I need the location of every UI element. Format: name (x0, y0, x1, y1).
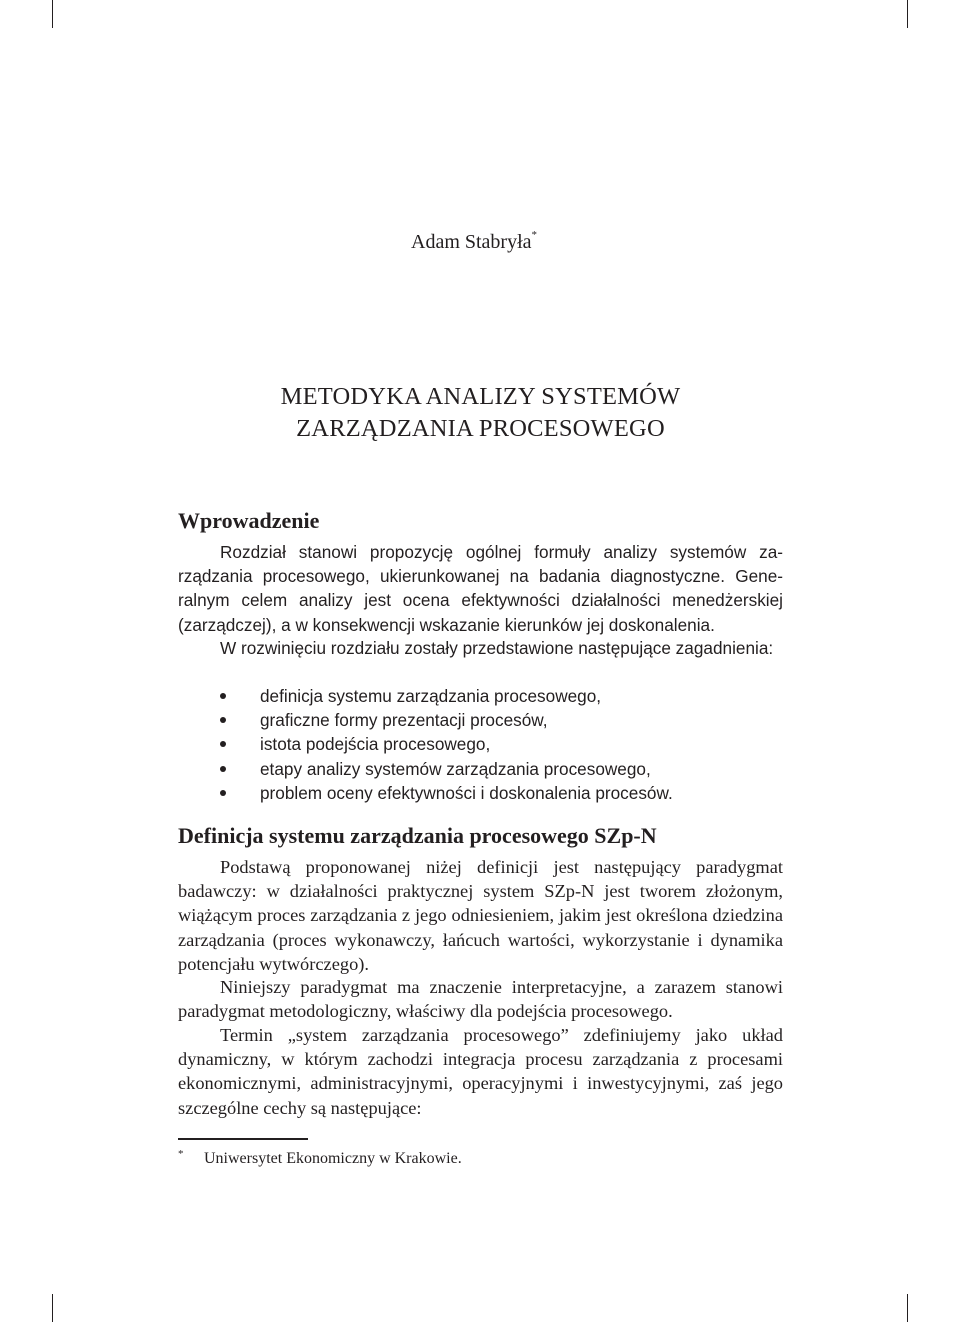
bullet-icon (220, 790, 226, 796)
list-item-text: istota podejścia procesowego, (260, 734, 491, 755)
list-item (178, 757, 783, 781)
crop-mark-top-right (907, 0, 908, 28)
section-heading-intro: Wprowadzenie (178, 508, 320, 533)
bullet-icon (220, 717, 226, 723)
topics-list (178, 684, 783, 805)
chapter-title-line-2: ZARZĄDZANIA PROCESOWEGO (296, 415, 665, 442)
definition-paragraph-3: Termin „system zarządzania procesowego” zdefiniujemy jako układ dynamiczny, w którym zachodzi integracja procesu zarządzania z procesami ekonomicznymi, administracyjnymi, operacyjnymi i inwestycyjnymi, zaś jego szczególne cechy są następujące: (178, 1025, 783, 1118)
author-line (411, 231, 711, 254)
crop-mark-top-left (52, 0, 53, 28)
chapter-title (178, 381, 783, 445)
list-item-text: definicja systemu zarządzania procesowego, (260, 686, 602, 706)
footnote-mark: * (178, 1148, 184, 1160)
list-item (178, 732, 783, 756)
list-item (178, 684, 783, 708)
definition-paragraph-2: Niniejszy paradygmat ma znaczenie interpretacyjne, a zarazem stanowi paradygmat metodologiczny, właściwy dla podejścia procesowego. (178, 977, 783, 1022)
list-item-text: graficzne formy prezentacji procesów, (260, 710, 548, 731)
list-item-text: problem oceny efektywności i doskonalenia procesów. (260, 782, 673, 803)
list-item-text: etapy analizy systemów zarządzania procesowego, (260, 758, 651, 779)
list-item (178, 708, 783, 732)
definition-paragraph-1: Podstawą proponowanej niżej definicji jest następujący paradygmat badawczy: w działalności praktycznej system SZp-N jest tworem złożonym, wiążącym proces zarządzania z jego odniesieniem, jakim jest określona dziedzina zarządzania (proces wykonawczy, łańcuch wartości, wykorzystanie i dynamika potencjału wytwórczego). (178, 857, 783, 974)
author-name: Adam Stabryła (411, 231, 532, 253)
footnote-text: Uniwersytet Ekonomiczny w Krakowie. (204, 1150, 462, 1167)
bullet-icon (220, 766, 226, 772)
footnote (178, 1150, 462, 1168)
footnote-divider (178, 1138, 308, 1140)
crop-mark-bottom-left (52, 1294, 53, 1322)
bullet-icon (220, 693, 226, 699)
intro-paragraph-2: W rozwinięciu rozdziału zostały przedstawione następujące zagadnienia: (220, 638, 774, 658)
chapter-title-line-1: METODYKA ANALIZY SYSTEMÓW (280, 383, 681, 410)
section-heading-definition: Definicja systemu zarządzania procesowego SZp-N (178, 823, 657, 848)
author-footnote-mark[interactable]: * (531, 229, 538, 242)
list-item (178, 781, 783, 805)
intro-paragraph-1: Rozdział stanowi propozycję ogólnej formuły analizy systemów zarządzania procesowego, ukierunkowanej na badania diagnostyczne. Generalnym celem analizy jest ocena efektywności działalności menedżerskiej (zarządczej), a w konsekwencji wskazanie kierunków jej doskonalenia. (178, 542, 783, 635)
bullet-icon (220, 741, 226, 747)
crop-mark-bottom-right (907, 1294, 908, 1322)
